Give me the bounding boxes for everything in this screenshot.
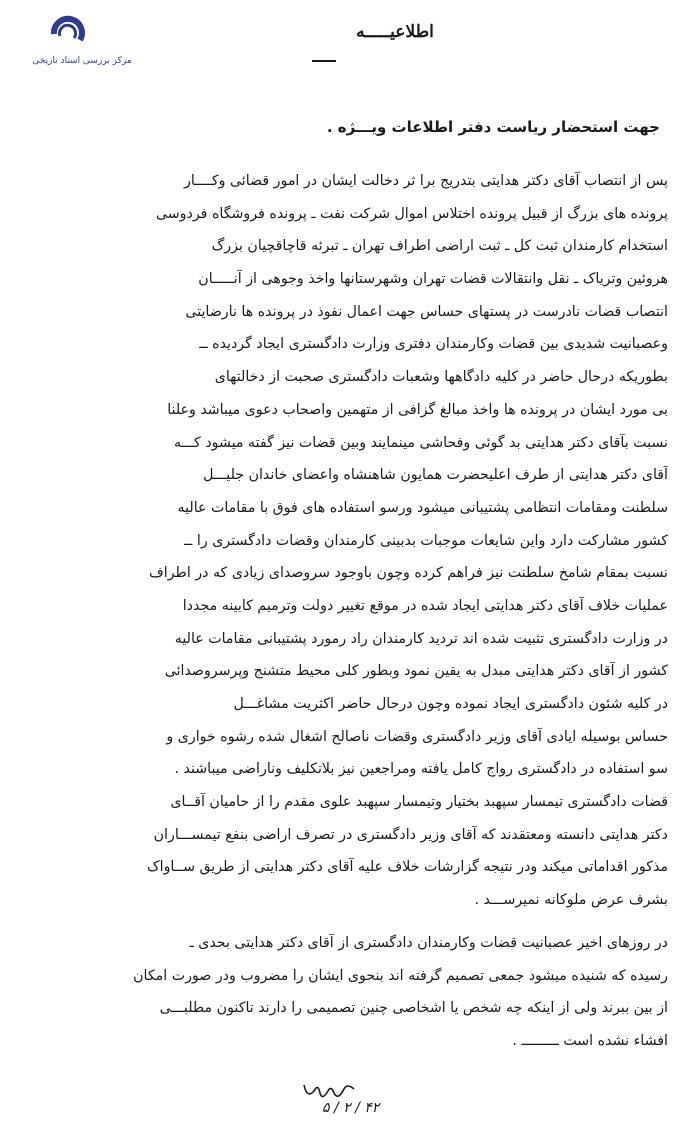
body-line: بشرف عرض ملوکانه نمیرســـد . [474,892,668,909]
signature-date: ۵ / ۲ / ۴۲ [322,1100,380,1116]
body-line: رسیده که شنیده میشود جمعی تصمیم گرفته اند بنحوی ایشان را مضروب ودر صورت امکان [133,967,668,984]
document-title: اطلاعیـــــه [356,22,434,42]
archive-logo [32,12,132,76]
body-line: نسبت بآقای دکتر هدایتی بد گوئی وفحاشی مینمایند وبین قضات نیز گفته میشود کـــه [173,434,668,451]
body-line: قضات دادگستری تیمسار سپهبد بختیار وتیمسار سپهبد علوی مقدم را از حامیان آقــای [170,794,668,811]
body-line: بی مورد ایشان در پرونده ها واخذ مبالغ گزافی از متهمین واصحاب دعوی میباشد وعلنا [167,401,668,418]
title-underline [312,60,336,62]
body-line: نسبت بمقام شامخ سلطنت نیز فراهم کرده وچون باوجود سروصدای زیادی که در اطراف [149,565,668,582]
body-line: وعصبانیت شدیدی بین قضات وکارمندان دفتری وزارت دادگستری ایجاد گردیده ــ [199,336,668,353]
body-line: انتصاب قضات نادرست در پستهای حساس جهت اعمال نفوذ در پرونده ها نارضایتی [185,303,668,320]
body-line: آقای دکتر هدایتی از طرف اعلیحضرت همایون شاهنشاه واعضای خاندان جلیـــل [203,467,668,484]
body-line: بطوریکه درحال حاضر در کلیه دادگاهها وشعبات دادگستری صحبت از دخالتهای [214,369,668,386]
body-line: پرونده های بزرگ از قبیل پرونده اختلاس اموال شرکت نفت ـ پرونده فروشگاه فردوسی [155,205,668,222]
body-line: کشور مشارکت دارد واین شایعات موجبات بدبینی کارمندان وقضات دادگستری را ــ [184,532,668,549]
paragraph-gap [32,917,668,927]
document-subject: جهت استحضار ریاست دفتر اطلاعات ویـــژه . [326,118,660,136]
body-line: مذکور اقداماتی میکند ودر نتیجه گزارشات خلاف علیه آقای دکتر هدایتی از طریق ســاواک [146,859,668,876]
body-line: از بین ببرند ولی از اینکه چه شخص یا اشخاصی چنین تصمیمی را دارند تاکنون مطلبـــی [159,1000,668,1017]
body-line: هروئین وتریاک ـ نقل وانتقالات قضات تهران وشهرستانها واخذ وجوهی از آنـــــان [198,271,668,288]
document-body [32,165,668,1058]
body-line: در روزهای اخیر عصبانیت قضات وکارمندان دادگستری از آقای دکتر هدایتی بحدی ـ [189,934,668,951]
logo-caption: مرکز بررسی اسناد تاریخی [32,56,132,66]
archive-emblem-icon [50,12,86,52]
body-line: سو استفاده در دادگستری رواج کامل یافته ومراجعین نیز بلاتکلیف وناراضی میباشند . [174,761,668,778]
body-line: کشور از آقای دکتر هدایتی مبدل به یقین نمود وبطور کلی محیط متشنج وپرسروصدائی [164,663,668,680]
body-line: دکتر هدایتی دانسته ومعتقدند که آقای وزیر دادگستری در تصرف اراضی بنفع تیمســـاران [153,826,668,843]
body-line: سلطنت ومقامات انتظامی پشتیبانی میشود ورسو استفاده های فوق با مقامات عالیه [177,499,668,516]
body-line: در کلیه شئون دادگستری ایجاد نموده وچون درحال حاضر اکثریت مشاغـــل [233,696,668,712]
body-line: عملیات خلاف آقای دکتر هدایتی ایجاد شده در موقع تغییر دولت وترمیم کابینه مجددا [182,597,668,614]
body-line: پس از انتصاب آقای دکتر هدایتی بتدریج برا ثر دخالت ایشان در امور قضائی وکــــار [184,173,668,189]
body-line: حساس بوسیله ایادی آقای وزیر دادگستری وقضات ناصالح اشغال شده رشوه خواری و [166,728,668,745]
body-line: استخدام کارمندان ثبت کل ـ ثبت اراضی اطراف تهران ـ تبرئه قاچاقچیان بزرگ [211,238,668,255]
body-line: در وزارت دادگستری تثبیت شده اند تردید کارمندان راد رمورد پشتیبانی مقامات عالیه [174,630,668,647]
body-line: افشاء نشده است ـــــــــ . [512,1032,668,1049]
